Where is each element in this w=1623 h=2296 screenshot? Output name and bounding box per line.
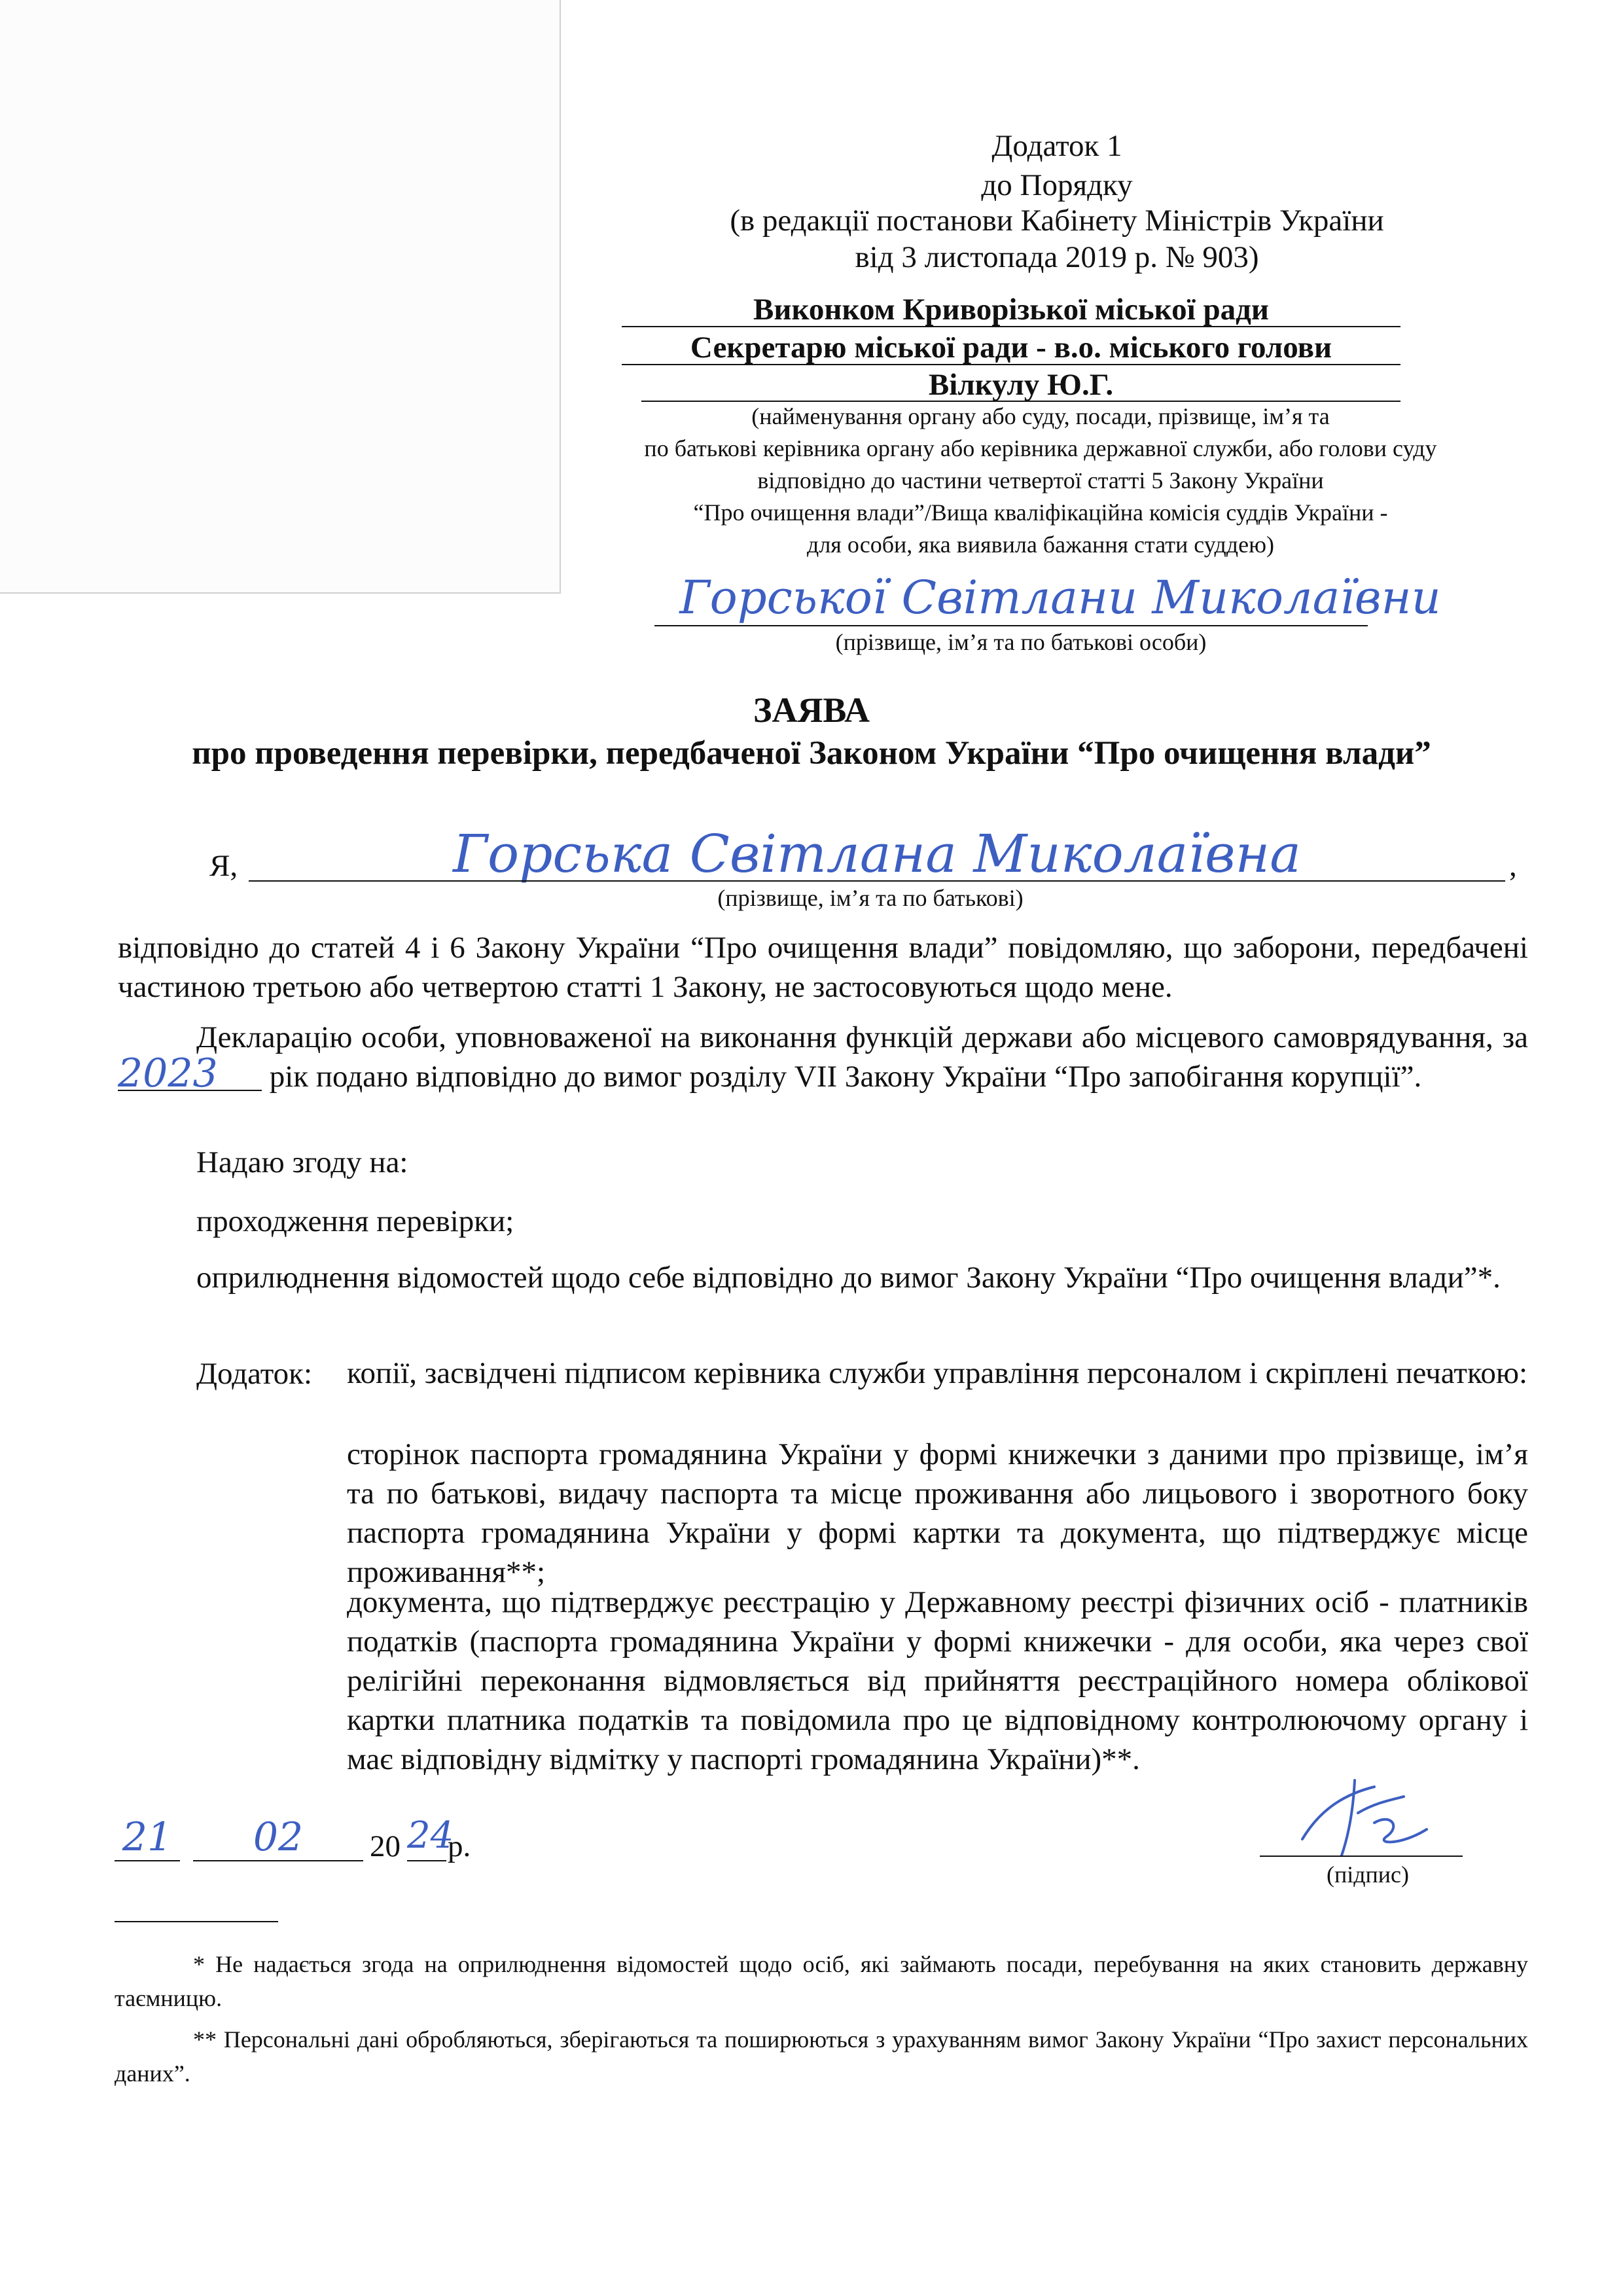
footnote-separator [115,1921,278,1922]
i-prefix: Я, [209,849,238,883]
addressee-note-3: відповідно до частини четвертої статті 5 Закону України [757,467,1324,493]
para2-part-a: Декларацію особи, уповноваженої на виконання функцій держави або місцевого самоврядування, за [196,1020,1528,1054]
consent-item-2: оприлюднення відомостей щодо себе відповідно до вимог Закону України “Про очищення влади”*. [196,1261,1501,1295]
signature-underline [1260,1856,1463,1857]
addressee-line-1: Виконком Криворізької міської ради [753,293,1269,327]
annex-date: від 3 листопада 2019 р. № 903) [855,240,1259,274]
attachment-item-3: документа, що підтверджує реєстрацію у Державному реєстрі фізичних осіб - платників податків (паспорта громадянина України у формі книжечки - для особи, яка через свої релігійні переконання відмовляється від прийняття реєстраційного номера облікової картки платника податків та повідомила про це відповідному контролюючому органу і має відповідну відмітку у паспорті громадянина України)**. [347,1585,1528,1776]
consent-intro: Надаю згоду на: [196,1145,408,1179]
handwritten-fullname: Горська Світлана Миколаївна [453,823,1301,884]
sender-handwritten-name: Горської Світлани Миколаївни [679,571,1441,624]
addressee-note-4: “Про очищення влади”/Вища кваліфікаційна комісія суддів України - [693,499,1388,526]
addressee-note-2: по батькові керівника органу або керівника державної служби, або голови суду [644,435,1437,461]
date-year-underline [407,1860,446,1861]
handwritten-year: 2023 [118,1057,262,1091]
addressee-line-2: Секретарю міської ради - в.о. міського голови [690,331,1332,365]
footnote-1: * Не надається згода на оприлюднення відомостей щодо осіб, які займають посади, перебування на яких становить державну таємницю. [115,1951,1528,2011]
date-year-prefix: 20 [370,1829,401,1863]
date-year-handwritten: 24 [407,1814,454,1857]
addressee-note-1: (найменування органу або суду, посади, прізвище, ім’я та [751,403,1330,429]
paragraph-asset-declaration [118,1018,1528,1096]
date-day-underline [115,1860,180,1861]
document-title: ЗАЯВА [753,691,870,730]
date-year-suffix: р. [448,1829,471,1863]
fullname-note: (прізвище, ім’я та по батькові) [717,885,1024,911]
para2-part-b: рік подано відповідно до вимог розділу VII Закону України “Про запобігання корупції”. [269,1060,1422,1094]
annex-edition: (в редакції постанови Кабінету Міністрів України [730,204,1384,238]
annex-title: Додаток 1 [991,129,1122,163]
date-month-underline [193,1860,363,1861]
pasted-sheet-edge [0,0,561,594]
attachment-label: Додаток: [196,1357,313,1391]
addressee-line-3: Вілкулу Ю.Г. [928,368,1114,402]
signature-note: (підпис) [1326,1861,1410,1888]
document-subtitle: про проведення перевірки, передбаченої Законом України “Про очищення влади” [192,735,1431,772]
date-month: 02 [253,1814,304,1860]
addressee-note-5: для особи, яка виявила бажання стати суддею) [807,531,1274,558]
consent-item-1: проходження перевірки; [196,1204,514,1238]
footnote-2: ** Персональні дані обробляються, зберігаються та поширюються з урахуванням вимог Закону України “Про захист персональних даних”. [115,2026,1528,2087]
sender-note: (прізвище, ім’я та по батькові особи) [835,629,1207,655]
handwritten-signature [1276,1767,1446,1865]
attachment-item-2: сторінок паспорта громадянина України у формі книжечки з даними про прізвище, ім’я та по батькові, видачу паспорта та місце проживання або лицьового і зворотного боку паспорта громадянина України у формі картки та документа, що підтверджує місце проживання**; [347,1437,1528,1589]
attachment-item-1: копії, засвідчені підписом керівника служби управління персоналом і скріплені печаткою: [347,1356,1528,1390]
annex-to-order: до Порядку [981,168,1133,202]
date-day: 21 [122,1814,173,1860]
paragraph-declaration: відповідно до статей 4 і 6 Закону України “Про очищення влади” повідомляю, що заборони, передбачені частиною третьою або четвертою статті 1 Закону, не застосовуються щодо мене. [118,931,1528,1004]
fullname-comma: , [1509,849,1517,883]
